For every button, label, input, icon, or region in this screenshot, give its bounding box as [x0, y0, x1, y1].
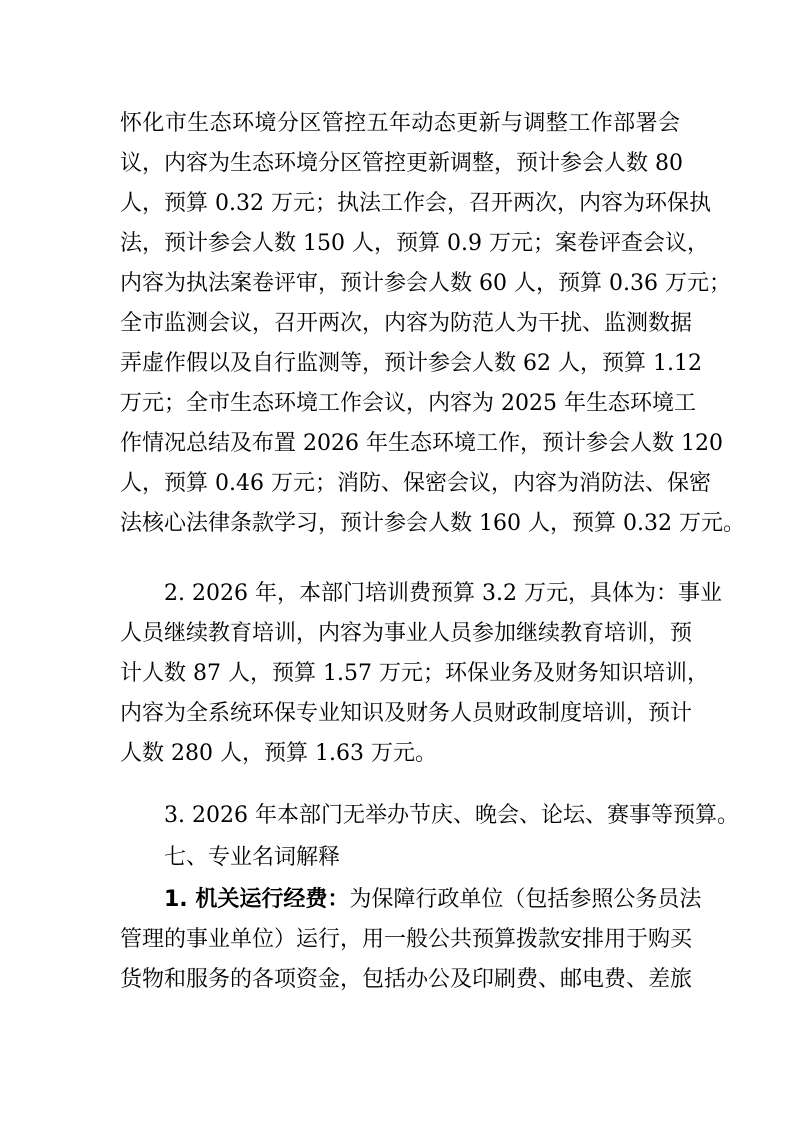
paragraph-1-line-5: 内容为执法案卷评审，预计参会人数 60 人，预算 0.36 万元；	[120, 271, 731, 296]
paragraph-1-line-11: 法核心法律条款学习，预计参会人数 160 人，预算 0.32 万元。	[120, 511, 745, 536]
paragraph-2-line-2: 人员继续教育培训，内容为事业人员参加继续教育培训，预	[120, 621, 693, 646]
paragraph-1-line-3: 人，预算 0.32 万元；执法工作会，召开两次，内容为环保执	[120, 191, 711, 216]
definition-1-term: 1. 机关运行经费：	[164, 887, 350, 912]
definition-1-line-3: 货物和服务的各项资金，包括办公及印刷费、邮电费、差旅	[120, 967, 693, 992]
paragraph-1-line-8: 万元；全市生态环境工作会议，内容为 2025 年生态环境工	[120, 391, 696, 416]
paragraph-2-line-4: 内容为全系统环保专业知识及财务人员财政制度培训，预计	[120, 701, 693, 726]
paragraph-1-line-10: 人，预算 0.46 万元；消防、保密会议，内容为消防法、保密	[120, 471, 711, 496]
definition-1-text: 为保障行政单位（包括参照公务员法	[349, 887, 702, 912]
paragraph-1-line-1: 怀化市生态环境分区管控五年动态更新与调整工作部署会	[120, 111, 680, 136]
paragraph-2-line-5: 人数 280 人，预算 1.63 万元。	[120, 741, 437, 766]
definition-1-line-2: 管理的事业单位）运行，用一般公共预算拨款安排用于购买	[120, 927, 693, 952]
section-heading: 七、专业名词解释	[164, 845, 341, 870]
paragraph-3-line-1: 3. 2026 年本部门无举办节庆、晚会、论坛、赛事等预算。	[164, 803, 739, 828]
paragraph-2-line-1: 2. 2026 年，本部门培训费预算 3.2 万元，具体为：事业	[164, 581, 722, 606]
paragraph-1-line-6: 全市监测会议，召开两次，内容为防范人为干扰、监测数据	[120, 311, 693, 336]
definition-1-line-1	[164, 880, 702, 920]
paragraph-1-line-2: 议，内容为生态环境分区管控更新调整，预计参会人数 80	[120, 151, 683, 176]
paragraph-1-line-9: 作情况总结及布置 2026 年生态环境工作，预计参会人数 120	[120, 431, 723, 456]
paragraph-1-line-7: 弄虚作假以及自行监测等，预计参会人数 62 人，预算 1.12	[120, 351, 702, 376]
paragraph-1-line-4: 法，预计参会人数 150 人，预算 0.9 万元；案卷评查会议，	[120, 231, 709, 256]
paragraph-2-line-3: 计人数 87 人，预算 1.57 万元；环保业务及财务知识培训，	[120, 661, 709, 686]
